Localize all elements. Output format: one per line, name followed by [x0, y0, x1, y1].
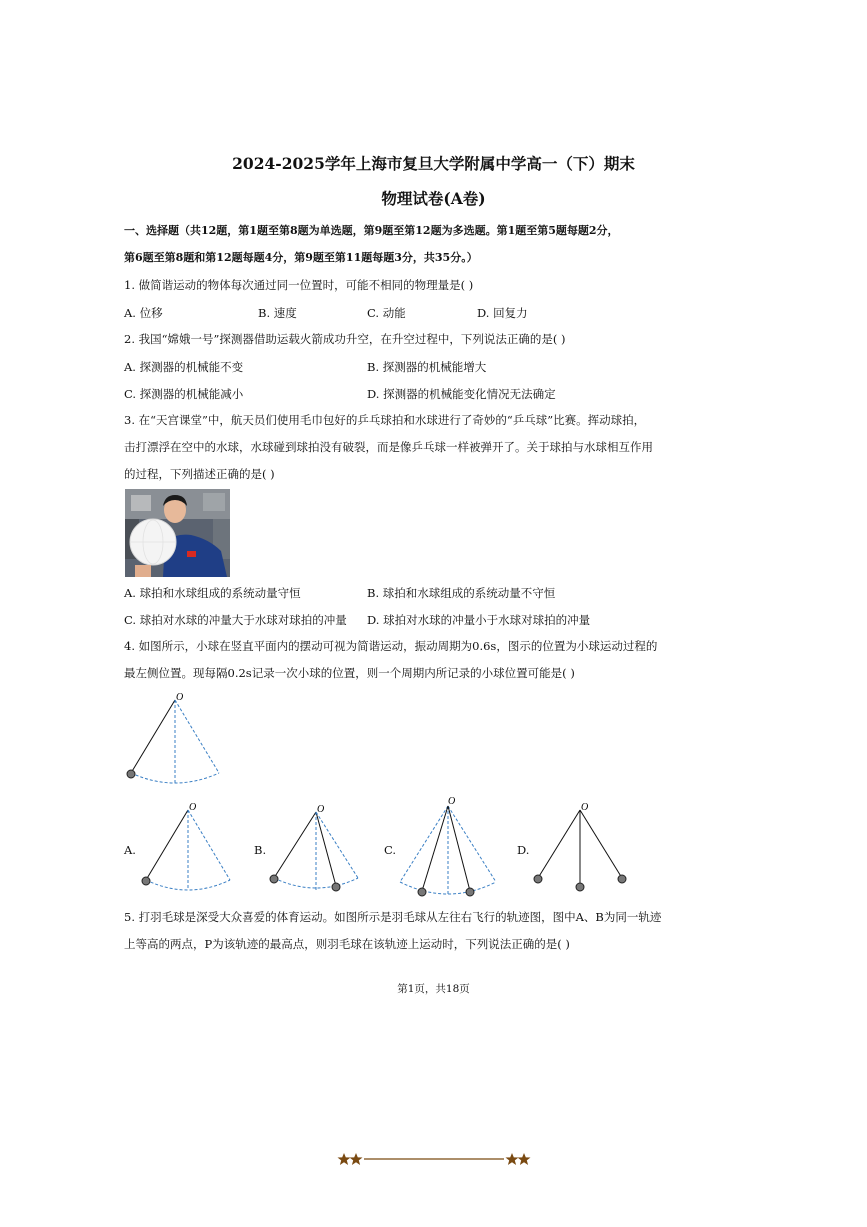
svg-text:O: O — [317, 804, 325, 815]
q1-option-c: C. 动能 — [367, 306, 406, 320]
q3-option-d: D. 球拍对水球的冲量小于水球对球拍的冲量 — [367, 613, 591, 627]
q3-stem-line3: 的过程，下列描述正确的是( ) — [124, 467, 275, 481]
section-heading-line2: 第6题至第8题和第12题每题4分，第9题至第11题每题3分，共35分。） — [124, 251, 478, 264]
svg-text:O: O — [189, 802, 197, 813]
pendulum-ball — [270, 875, 278, 883]
q4-option-c-label: C. — [384, 843, 397, 857]
q1-option-b: B. 速度 — [258, 306, 297, 320]
q3-option-b: B. 球拍和水球组成的系统动量不守恒 — [367, 586, 556, 600]
q4-option-d-label: D. — [517, 843, 530, 857]
q3-stem-line1: 3. 在“天宫课堂”中，航天员们使用毛巾包好的乒乓球拍和水球进行了奇妙的“乒乓球”比赛。挥动球拍， — [124, 413, 646, 427]
pendulum-ball — [534, 875, 542, 883]
q3-stem-line2: 击打漂浮在空中的水球，水球碰到球拍没有破裂，而是像乒乓球一样被弹开了。关于球拍与水球相互作用 — [124, 440, 653, 454]
q5-stem-line2: 上等高的两点，P为该轨迹的最高点，则羽毛球在该轨迹上运动时，下列说法正确的是( ) — [124, 937, 570, 951]
decorative-star-divider-icon — [337, 1150, 531, 1168]
q2-option-d: D. 探测器的机械能变化情况无法确定 — [367, 387, 556, 401]
page-number: 第1页，共18页 — [397, 983, 470, 995]
pendulum-ball — [618, 875, 626, 883]
section-heading-line1: 一、选择题（共12题，第1题至第8题为单选题，第9题至第12题为多选题。第1题至第5题每题2分， — [124, 224, 619, 237]
q2-option-b: B. 探测器的机械能增大 — [367, 360, 487, 374]
exam-title-line1: 2024-2025学年上海市复旦大学附属中学高一（下）期末 — [232, 154, 635, 173]
q4-option-d-diagram — [530, 798, 630, 894]
q4-option-c-diagram — [396, 794, 500, 898]
q3-option-c: C. 球拍对水球的冲量大于水球对球拍的冲量 — [124, 613, 347, 627]
q1-option-a: A. 位移 — [124, 306, 163, 320]
svg-text:O: O — [581, 802, 589, 813]
q4-stem-line2: 最左侧位置。现每隔0.2s记录一次小球的位置，则一个周期内所记录的小球位置可能是( ) — [124, 666, 575, 680]
q4-stem-line1: 4. 如图所示，小球在竖直平面内的摆动可视为简谐运动，振动周期为0.6s，图示的位置为小球运动过程的 — [124, 639, 658, 653]
pendulum-ball — [576, 883, 584, 891]
q3-astronaut-photo — [125, 489, 230, 577]
q2-option-a: A. 探测器的机械能不变 — [124, 360, 244, 374]
q4-option-b-diagram — [266, 800, 366, 894]
exam-title-line2: 物理试卷(A卷) — [381, 189, 486, 208]
pendulum-ball — [466, 888, 474, 896]
q4-main-pendulum-diagram — [118, 688, 228, 788]
pendulum-ball — [332, 883, 340, 891]
q5-stem-line1: 5. 打羽毛球是深受大众喜爱的体育运动。如图所示是羽毛球从左往右飞行的轨迹图，图中A、B为同一轨迹 — [124, 910, 662, 924]
pendulum-ball — [418, 888, 426, 896]
q4-option-a-label: A. — [124, 843, 136, 857]
pendulum-ball — [127, 770, 135, 778]
q1-option-d: D. 回复力 — [477, 306, 528, 320]
q1-stem: 1. 做简谐运动的物体每次通过同一位置时，可能不相同的物理量是( ) — [124, 278, 474, 292]
svg-text:O: O — [448, 796, 456, 807]
q3-option-a: A. 球拍和水球组成的系统动量守恒 — [124, 586, 301, 600]
q4-option-a-diagram — [138, 798, 238, 894]
pivot-label: O — [176, 692, 184, 703]
q2-stem: 2. 我国“嫦娥一号”探测器借助运载火箭成功升空，在升空过程中，下列说法正确的是( ) — [124, 332, 566, 346]
pendulum-ball — [142, 877, 150, 885]
q4-option-b-label: B. — [254, 843, 267, 857]
q2-option-c: C. 探测器的机械能减小 — [124, 387, 244, 401]
